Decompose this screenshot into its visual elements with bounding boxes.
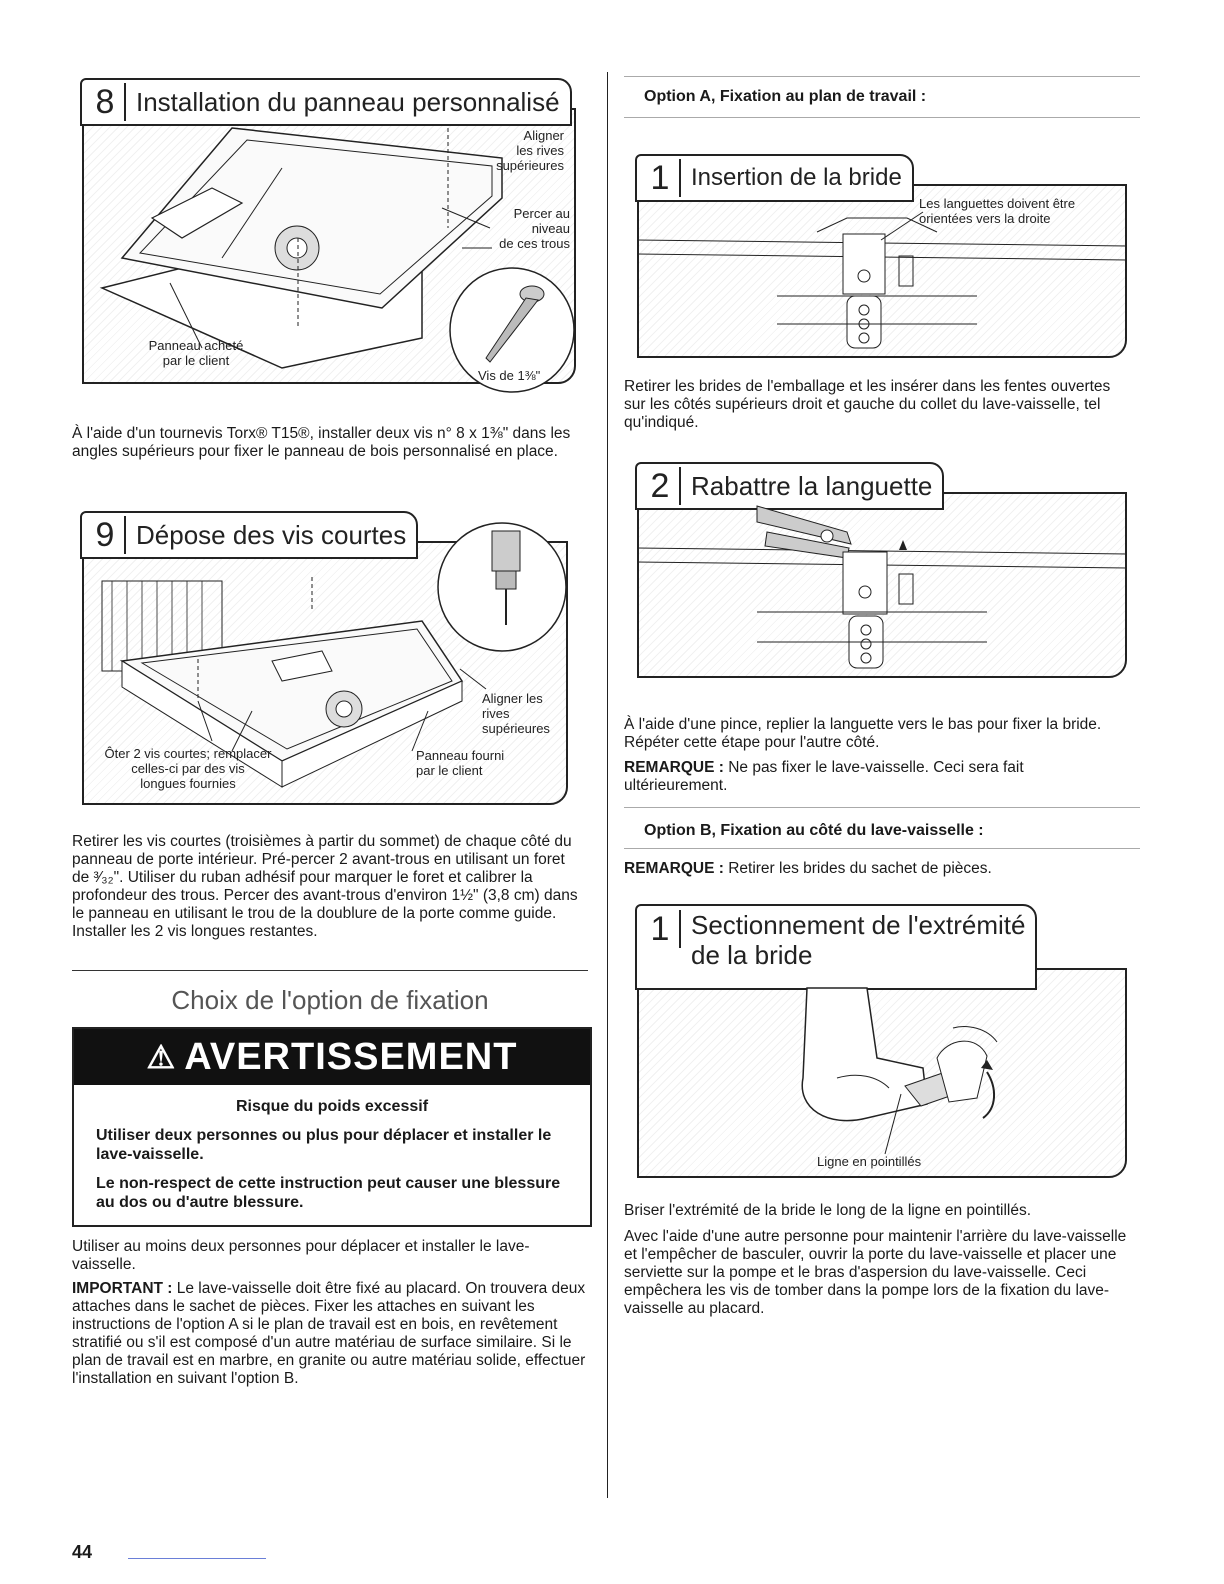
- pliers-icon: [757, 506, 851, 558]
- step-number: 2: [641, 467, 681, 505]
- warning-risk: Risque du poids excessif: [235, 1098, 429, 1115]
- page-number: 44: [72, 1542, 93, 1562]
- break-bracket-illustration: [637, 968, 1127, 1178]
- option-b-note: [624, 860, 1124, 878]
- chapter-title: Choix de l'option de fixation: [171, 985, 489, 1015]
- option-a-step-2-text: À l'aide d'une pince, replier la languette vers le bas pour fixer la bride. Répéter cette étape pour l'autre côté.: [624, 716, 1102, 751]
- warning-heading: AVERTISSEMENT: [184, 1035, 518, 1078]
- step-9-text: Retirer les vis courtes (troisièmes à partir du sommet) de chaque côté du panneau de porte intérieur. Pré-percer 2 avant-trous en utilisant un foret de ³⁄₃₂". Utiliser du ruban adhésif pour marquer le foret et calibrer la profondeur des trous. Percer des avant-trous d'environ 1½" (3,8 cm) dans le panneau en utilisant le trou de la doublure de la porte comme guide. Installer les 2 vis longues restantes.: [72, 833, 578, 940]
- note-text: Ne pas fixer le lave-vaisselle. Ceci sera fait ultérieurement.: [624, 759, 1024, 794]
- warning-header: [74, 1029, 590, 1085]
- option-b-heading: Option B, Fixation au côté du lave-vaisselle :: [644, 822, 984, 839]
- important-text: Le lave-vaisselle doit être fixé au placard. On trouvera deux attaches dans le sachet de pièces. Fixer les attaches en suivant les instructions de l'option A si le plan de travail est en bois, en revêtement stratifié ou s'il est composé d'un autre matériau de surface similaire. Si le plan de travail est en marbre, en granite ou autre matériau solide, effectuer l'installation en suivant l'option B.: [72, 1280, 586, 1387]
- label-vis: Vis de 1⅜": [478, 368, 541, 383]
- top-rule: [624, 76, 1140, 77]
- step-number: 1: [641, 159, 681, 197]
- option-a-note: [624, 759, 1124, 795]
- section-rule: [72, 970, 588, 971]
- step-title: Insertion de la bride: [691, 164, 902, 191]
- step-title-line-2: de la bride: [691, 940, 813, 970]
- warning-triangle-icon: ⚠: [146, 1039, 177, 1075]
- step-8-text: À l'aide d'un tournevis Torx® T15®, installer deux vis n° 8 x 1⅜" dans les angles supérieurs pour fixer le panneau de bois personnalisé en place.: [72, 425, 571, 460]
- step-number: 1: [641, 910, 681, 948]
- option-a-heading: Option A, Fixation au plan de travail :: [644, 88, 927, 105]
- option-a-step-2-figure: [637, 466, 1127, 678]
- warning-line-2: Le non-respect de cette instruction peut causer une blessure au dos ou d'autre blessure.: [96, 1175, 561, 1211]
- note-label: REMARQUE :: [624, 860, 724, 877]
- option-a-step-1-text: Retirer les brides de l'emballage et les insérer dans les fentes ouvertes sur les côtés supérieurs droit et gauche du collet du lave-vaisselle, tel qu'indiqué.: [624, 378, 1111, 431]
- option-b-step-1-text-2: Avec l'aide d'une autre personne pour maintenir l'arrière du lave-vaisselle et l'empêcher de basculer, ouvrir la porte du lave-vaisselle et placer une serviette sur la pompe et le bras d'aspersion du lave-vaisselle. Ceci empêchera les vis de tomber dans la pompe lors de la fixation du lave-vaisselle au placard.: [624, 1228, 1127, 1317]
- option-b-step-1-figure: [637, 909, 1127, 1178]
- step-8-figure: [82, 82, 576, 384]
- step-title-line-1: Sectionnement de l'extrémité: [691, 910, 1026, 940]
- option-b-rule: [624, 848, 1140, 849]
- label-languettes: Les languettes doivent être orientées vers la droite: [919, 196, 1076, 226]
- pliers-illustration: [637, 492, 1127, 678]
- label-aligner: Aligner les rives supérieures: [482, 691, 550, 736]
- note-label: REMARQUE :: [624, 759, 724, 776]
- label-panneau: Panneau acheté par le client: [148, 338, 244, 368]
- option-b-top-rule: [624, 807, 1140, 808]
- hand-icon: [802, 988, 927, 1121]
- step-title: [681, 910, 1025, 970]
- label-aligner: Aligner les rives supérieures: [496, 128, 564, 173]
- step-title: Installation du panneau personnalisé: [136, 86, 560, 117]
- step-9-figure: [82, 515, 568, 805]
- footer-link-line: [128, 1558, 266, 1559]
- important-label: IMPORTANT :: [72, 1280, 173, 1297]
- step-number: 9: [86, 516, 126, 554]
- warning-box: [72, 1027, 592, 1227]
- option-a-step-1-figure: [637, 158, 1127, 358]
- step-title: Rabattre la languette: [691, 470, 933, 501]
- warning-line-1: Utiliser deux personnes ou plus pour déplacer et installer le lave-vaisselle.: [96, 1127, 552, 1163]
- after-warning-text: Utiliser au moins deux personnes pour déplacer et installer le lave-vaisselle.: [72, 1238, 530, 1273]
- step-number: 8: [86, 83, 126, 121]
- option-b-step-1-text-1: Briser l'extrémité de la bride le long de la ligne en pointillés.: [624, 1202, 1032, 1219]
- column-divider: [607, 72, 608, 1498]
- label-ligne: Ligne en pointillés: [817, 1154, 922, 1169]
- step-title: Dépose des vis courtes: [136, 519, 407, 550]
- label-oter: Ôter 2 vis courtes; remplacer celles-ci par des vis longues fournies: [104, 746, 272, 791]
- note-text: Retirer les brides du sachet de pièces.: [723, 860, 992, 877]
- option-a-rule: [624, 117, 1140, 118]
- label-panneau: Panneau fourni par le client: [416, 748, 505, 778]
- label-percer: Percer au niveau de ces trous: [499, 206, 570, 251]
- important-paragraph: [72, 1280, 588, 1388]
